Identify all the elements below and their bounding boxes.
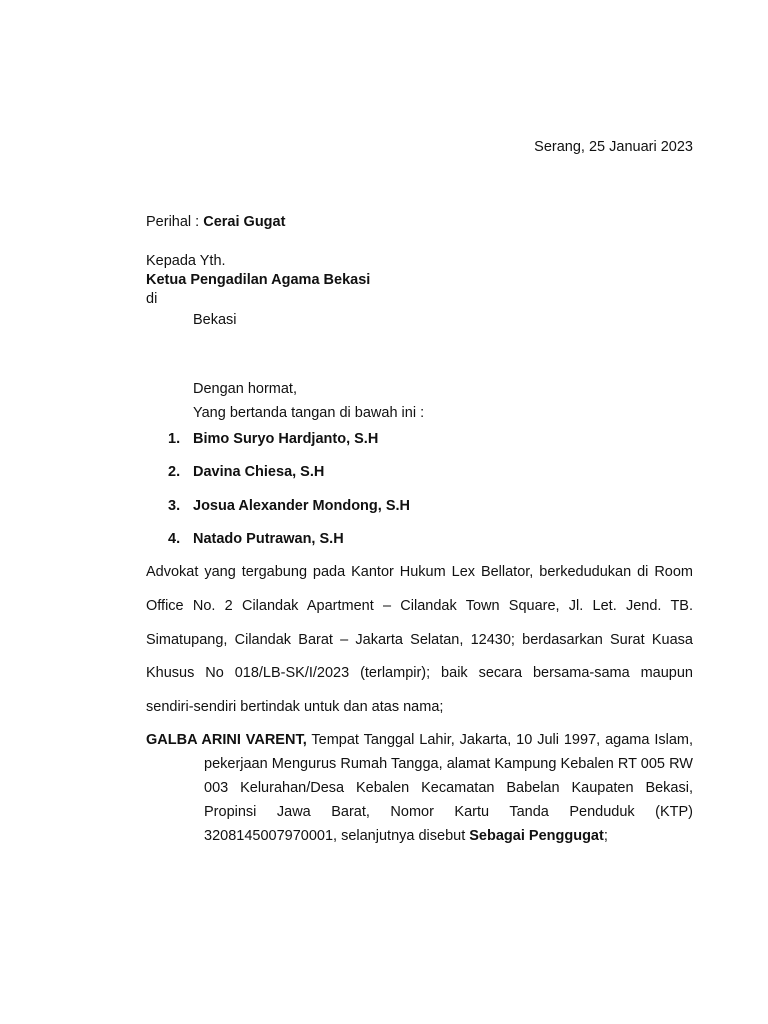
greeting-intro: Yang bertanda tangan di bawah ini : <box>193 405 425 421</box>
signatory-name: Natado Putrawan, S.H <box>193 531 344 547</box>
signatory-number: 3. <box>168 498 181 514</box>
signatory-item <box>168 463 324 481</box>
signatory-name: Bimo Suryo Hardjanto, S.H <box>193 431 379 447</box>
party-details: Tempat Tanggal Lahir, Jakarta, 10 Juli 1997, agama Islam, pekerjaan Mengurus Rumah Tangga, alamat Kampung Kebalen RT 005 RW 003 Kelurahan/Desa Kebalen Kecamatan Babelan Kaupaten Bekasi, Propinsi Jawa Barat, Nomor Kartu Tanda Penduduk (KTP) 3208145007970001, selanjutnya disebut <box>204 732 693 844</box>
signatory-number: 1. <box>168 431 181 447</box>
signatory-number: 4. <box>168 531 181 547</box>
party-name: GALBA ARINI VARENT, <box>146 732 307 748</box>
subject-value: Cerai Gugat <box>203 214 286 230</box>
subject-label: Perihal : <box>146 214 204 230</box>
signatory-item <box>168 430 378 448</box>
signatory-number: 2. <box>168 464 181 480</box>
party-end: ; <box>603 827 608 844</box>
letter-date: Serang, 25 Januari 2023 <box>534 139 693 155</box>
recipient-city: Bekasi <box>193 312 237 328</box>
advocate-paragraph: Advokat yang tergabung pada Kantor Hukum Lex Bellator, berkedudukan di Room Office No. 2 Cilandak Apartment – Cilandak Town Square, Jl. Let. Jend. TB. Simatupang, Cilandak Barat – Jakarta Selatan, 12430; berdasarkan Surat Kuasa Khusus No 018/LB-SK/I/2023 (terlampir); baik secara bersama-sama maupun sendiri-sendiri bertindak untuk dan atas nama; <box>146 564 693 716</box>
subject-line <box>146 213 285 231</box>
signatory-item <box>168 497 410 515</box>
recipient-di: di <box>146 291 158 307</box>
signatory-name: Josua Alexander Mondong, S.H <box>193 498 410 514</box>
recipient-name: Ketua Pengadilan Agama Bekasi <box>146 272 371 288</box>
recipient-salutation: Kepada Yth. <box>146 253 226 269</box>
greeting-opening: Dengan hormat, <box>193 381 297 397</box>
signatory-name: Davina Chiesa, S.H <box>193 464 325 480</box>
party-role: Sebagai Penggugat <box>469 827 604 844</box>
party-paragraph <box>146 729 693 849</box>
signatory-item <box>168 530 344 548</box>
